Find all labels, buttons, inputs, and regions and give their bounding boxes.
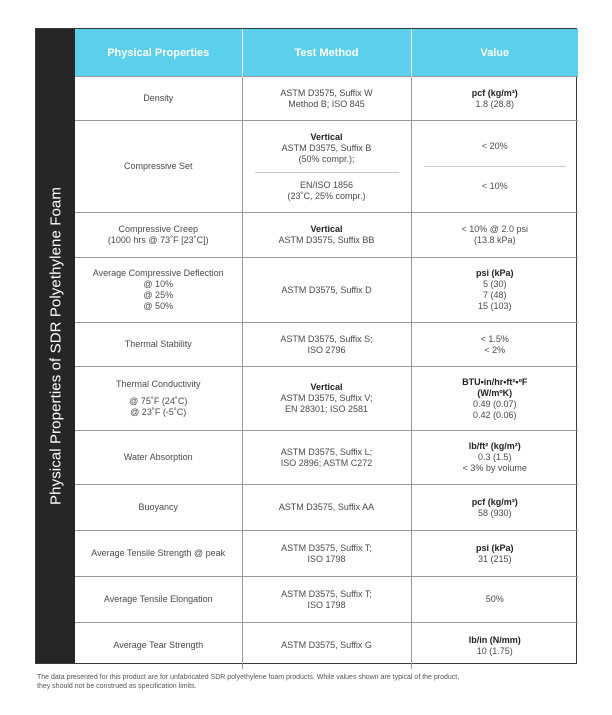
property-label: Density (143, 93, 174, 103)
value-line: < 1.5% (480, 333, 509, 344)
property-cell (75, 577, 242, 623)
method-orientation: Vertical (310, 382, 343, 392)
value-unit: lb/in (N/mm) (468, 634, 521, 645)
value-unit: lb/ft² (kg/m²) (468, 441, 521, 451)
value-cell (411, 485, 578, 531)
property-cell (75, 258, 242, 323)
value-unit: pcf (kg/m³) (471, 87, 518, 98)
property-label: Buoyancy (138, 502, 179, 512)
value-line: 50% (485, 594, 504, 604)
method-cell (242, 121, 411, 213)
value-line: 10 (1.75) (476, 645, 513, 656)
table-row (75, 431, 578, 485)
table-row (75, 258, 578, 323)
value-cell (411, 367, 578, 431)
property-label: Water Absorption (123, 452, 193, 462)
property-label: Compressive Set (123, 161, 193, 171)
method-line: Method B; ISO 845 (288, 98, 365, 109)
method-cell (242, 485, 411, 531)
header-physical-properties: Physical Properties (75, 29, 242, 77)
property-cell (75, 431, 242, 485)
footnote-line: The data presented for this product are for unfabricated SDR polyethylene foam products. While values shown are typical of the product, (37, 674, 460, 681)
value-line: 1.8 (28.8) (475, 98, 515, 109)
value-line: < 2% (484, 344, 506, 355)
table-header-row (75, 29, 578, 77)
property-cell (75, 531, 242, 577)
value-line: < 3% by volume (462, 463, 527, 473)
method-line: (23˚C, 25% compr.) (287, 190, 366, 201)
method-orientation: Vertical (310, 224, 343, 234)
value-line: < 10% (481, 181, 508, 191)
property-sublabel: @ 23˚F (-5˚C) (130, 407, 187, 417)
value-cell (411, 531, 578, 577)
method-line: ASTM D3575, Suffix T; (281, 588, 372, 599)
properties-table (75, 29, 578, 669)
value-line: 0.49 (0.07) (472, 398, 517, 409)
value-line: 5 (30) (482, 279, 507, 289)
value-cell (411, 431, 578, 485)
method-cell (242, 258, 411, 323)
value-unit: (W/mºK) (477, 387, 513, 398)
property-cell (75, 77, 242, 121)
cell-divider (255, 172, 399, 173)
method-line: ASTM D3575, Suffix B (281, 142, 372, 153)
method-cell (242, 431, 411, 485)
table-row (75, 367, 578, 431)
method-line: ASTM D3575, Suffix AA (278, 502, 375, 512)
value-cell (411, 623, 578, 669)
table-row (75, 531, 578, 577)
method-cell (242, 577, 411, 623)
footnote (37, 673, 507, 691)
value-unit: pcf (kg/m³) (471, 496, 518, 507)
method-cell (242, 531, 411, 577)
value-cell (411, 121, 578, 213)
property-cell (75, 485, 242, 531)
value-cell (411, 77, 578, 121)
value-line: 7 (48) (482, 290, 507, 300)
property-cell (75, 367, 242, 431)
method-line: EN/ISO 1856 (299, 179, 354, 190)
value-cell (411, 323, 578, 367)
header-value: Value (411, 29, 578, 77)
value-unit: BTU•in/hr•ft²•ºF (462, 376, 528, 387)
value-line: < 20% (481, 141, 508, 151)
property-label: Average Tear Strength (113, 640, 204, 651)
method-line: ISO 1798 (307, 599, 346, 610)
properties-table-frame (35, 28, 577, 664)
footnote-line: they should not be construed as specification limits. (37, 683, 197, 690)
cell-divider (424, 166, 567, 167)
value-cell (411, 577, 578, 623)
method-cell (242, 367, 411, 431)
method-cell (242, 323, 411, 367)
property-label: Average Compressive Deflection (92, 268, 224, 278)
method-line: (50% compr.); (298, 153, 355, 164)
property-sublabel: @ 50% (143, 301, 174, 311)
table-row (75, 485, 578, 531)
property-sublabel: @ 25% (143, 290, 174, 300)
header-test-method: Test Method (242, 29, 411, 77)
property-sublabel: (1000 hrs @ 73˚F [23˚C]) (107, 235, 209, 245)
value-unit: psi (kPa) (475, 542, 514, 553)
method-line: ISO 2796 (307, 344, 346, 355)
method-line: ASTM D3575, Suffix W (280, 87, 373, 98)
property-cell (75, 213, 242, 258)
property-sublabel: @ 75˚F (24˚C) (129, 396, 188, 406)
table-row (75, 121, 578, 213)
table-row (75, 213, 578, 258)
method-line: ASTM D3575, Suffix BB (278, 235, 375, 245)
method-line: ASTM D3575, Suffix S; (280, 333, 373, 344)
sidebar-title-band (36, 29, 75, 663)
method-line: ASTM D3575, Suffix D (281, 284, 372, 295)
value-line: < 10% @ 2.0 psi (461, 224, 528, 234)
table-row (75, 77, 578, 121)
method-line: ASTM D3575, Suffix L; (280, 446, 373, 457)
method-line: ASTM D3575, Suffix G (281, 640, 372, 651)
method-line: ASTM D3575, Suffix T; (281, 542, 372, 553)
value-line: 31 (215) (477, 553, 512, 564)
method-cell (242, 77, 411, 121)
value-cell (411, 213, 578, 258)
method-line: ISO 1798 (307, 553, 346, 564)
method-line: EN 28301; ISO 2581 (284, 404, 369, 414)
value-unit: psi (kPa) (475, 268, 514, 278)
table-row (75, 623, 578, 669)
property-label: Average Tensile Elongation (103, 594, 213, 604)
table-row (75, 577, 578, 623)
property-sublabel: @ 10% (143, 279, 174, 289)
table-row (75, 323, 578, 367)
value-line: 0.42 (0.06) (472, 409, 517, 420)
method-cell (242, 213, 411, 258)
sidebar-title: Physical Properties of SDR Polyethylene Foam (47, 187, 64, 505)
value-line: 15 (103) (477, 301, 512, 311)
property-cell (75, 121, 242, 213)
value-line: 58 (930) (477, 507, 512, 518)
property-label: Average Tensile Strength @ peak (91, 548, 226, 558)
property-label: Thermal Conductivity (115, 379, 201, 389)
value-line: (13.8 kPa) (473, 235, 516, 245)
method-line: ISO 2896; ASTM C272 (280, 457, 373, 468)
property-cell (75, 623, 242, 669)
method-orientation: Vertical (310, 131, 343, 142)
property-cell (75, 323, 242, 367)
method-cell (242, 623, 411, 669)
method-line: ASTM D3575, Suffix V; (280, 393, 373, 403)
property-label: Compressive Creep (118, 224, 199, 234)
value-line: 0.3 (1.5) (477, 452, 512, 462)
value-cell (411, 258, 578, 323)
property-label: Thermal Stability (124, 339, 192, 349)
